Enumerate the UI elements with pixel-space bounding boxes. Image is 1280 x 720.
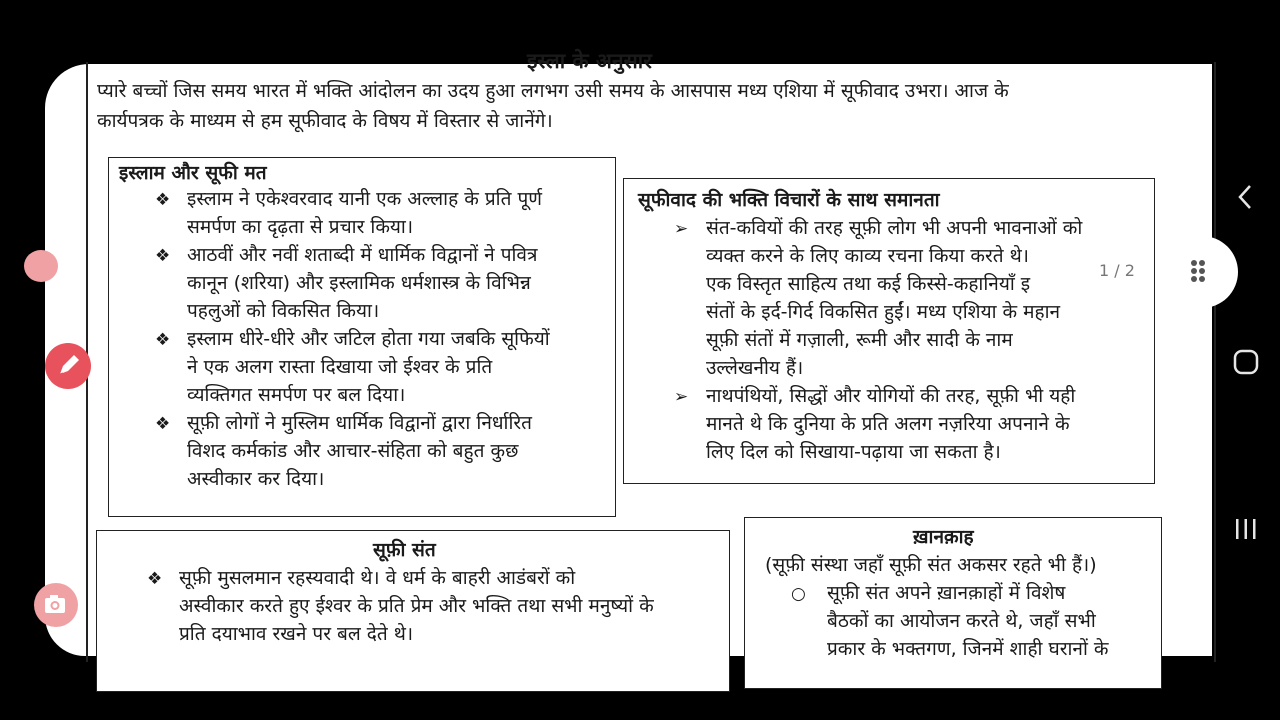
- box1-item1-line2: समर्पण का दृढ़ता से प्रचार किया।: [187, 216, 414, 238]
- nav-back-icon: [1232, 182, 1260, 212]
- box3-heading: सूफ़ी संत: [373, 539, 436, 561]
- bullet-arrow-icon: ➢: [674, 219, 689, 239]
- bullet-diamond-icon: ❖: [147, 569, 163, 589]
- box3-item1-line2: अस्वीकार करते हुए ईश्वर के प्रति प्रेम और भक्ति तथा सभी मनुष्यों के: [179, 595, 654, 617]
- page-title-partial: इस्ला के अनुसार: [527, 49, 652, 73]
- box3-item1-line1: सूफ़ी मुसलमान रहस्यवादी थे। वे धर्म के बाहरी आडंबरों को: [179, 567, 576, 589]
- pencil-icon: [45, 343, 91, 389]
- bullet-diamond-icon: ❖: [155, 414, 171, 434]
- box2-item1-line2: व्यक्त करने के लिए काव्य रचना किया करते थे।: [706, 245, 1029, 267]
- box1-item2-line1: आठवीं और नवीं शताब्दी में धार्मिक विद्वानों ने पवित्र: [187, 244, 538, 266]
- box1-item3-line3: व्यक्तिगत समर्पण पर बल दिया।: [187, 384, 406, 406]
- side-tab-handle[interactable]: [24, 250, 58, 282]
- box2-heading: सूफीवाद की भक्ति विचारों के साथ समानता: [638, 189, 940, 211]
- box-khanqah: [744, 517, 1162, 689]
- box-sufi-saints: [96, 530, 730, 692]
- box2-item1-line3: एक विस्तृत साहित्य तथा कई किस्से-कहानियाँ इ: [706, 273, 1031, 295]
- nav-back-button[interactable]: [1232, 182, 1260, 212]
- box2-item2-line2: मानते थे कि दुनिया के प्रति अलग नज़रिया अपनाने के: [706, 413, 1070, 435]
- box2-item1-line6: उल्लेखनीय हैं।: [706, 357, 804, 379]
- nav-recents-icon: [1232, 515, 1260, 543]
- nav-home-icon: [1232, 348, 1260, 376]
- page-indicator: 1 / 2: [1080, 254, 1154, 288]
- box1-item3-line2: ने एक अलग रास्ता दिखाया जो ईश्वर के प्रति: [187, 356, 493, 378]
- box2-item2-line1: नाथपंथियों, सिद्धों और योगियों की तरह, सूफ़ी भी यही: [706, 385, 1076, 407]
- intro-line-2: कार्यपत्रक के माध्यम से हम सूफीवाद के विषय में विस्तार से जानेंगे।: [97, 110, 553, 132]
- box1-item4-line1: सूफ़ी लोगों ने मुस्लिम धार्मिक विद्वानों द्वारा निर्धारित: [187, 412, 532, 434]
- camera-icon: [34, 583, 78, 627]
- box2-item1-line4: संतों के इर्द-गिर्द विकसित हुईं। मध्य एशिया के महान: [706, 301, 1061, 323]
- document-page[interactable]: [45, 49, 1212, 660]
- box1-item4-line3: अस्वीकार कर दिया।: [187, 468, 325, 490]
- box2-item1-line5: सूफ़ी संतों में गज़ाली, रूमी और सादी के नाम: [706, 329, 1013, 351]
- box3-item1-line3: प्रति दयाभाव रखने पर बल देते थे।: [179, 623, 414, 645]
- box2-item2-line3: लिए दिल को सिखाया-पढ़ाया जा सकता है।: [706, 441, 1001, 463]
- bullet-circle-icon: ○: [791, 584, 806, 604]
- box1-item1-line1: इस्लाम ने एकेश्वरवाद यानी एक अल्लाह के प्रति पूर्ण: [187, 188, 542, 210]
- grid-dots-icon: [1166, 236, 1238, 308]
- box4-item1-line1: सूफ़ी संत अपने ख़ानक़ाहों में विशेष: [827, 582, 1066, 604]
- intro-line-1: प्यारे बच्चों जिस समय भारत में भक्ति आंदोलन का उदय हुआ लगभग उसी समय के आसपास मध्य एशिया में सूफीवाद उभरा। आज के: [97, 80, 1009, 102]
- box1-item4-line2: विशद कर्मकांड और आचार-संहिता को बहुत कुछ: [187, 440, 519, 462]
- edit-button[interactable]: [45, 343, 91, 389]
- box1-item3-line1: इस्लाम धीरे-धीरे और जटिल होता गया जबकि सूफियों: [187, 328, 550, 350]
- box1-item2-line2: कानून (शरिया) और इस्लामिक धर्मशास्त्र के विभिन्न: [187, 272, 531, 294]
- bullet-diamond-icon: ❖: [155, 330, 171, 350]
- apps-grid-button[interactable]: [1166, 236, 1238, 308]
- box4-subheading: (सूफ़ी संस्था जहाँ सूफ़ी संत अकसर रहते भी हैं।): [765, 554, 1097, 576]
- bullet-diamond-icon: ❖: [155, 190, 171, 210]
- box1-heading: इस्लाम और सूफी मत: [119, 162, 267, 184]
- nav-recents-button[interactable]: [1232, 515, 1260, 543]
- bullet-diamond-icon: ❖: [155, 246, 171, 266]
- box-islam-and-sufi: [108, 157, 616, 517]
- bullet-arrow-icon: ➢: [674, 387, 689, 407]
- box4-heading: ख़ानक़ाह: [913, 526, 974, 548]
- box4-item1-line2: बैठकों का आयोजन करते थे, जहाँ सभी: [827, 610, 1096, 632]
- screenshot-button[interactable]: [34, 583, 78, 627]
- box4-item1-line3: प्रकार के भक्तगण, जिनमें शाही घरानों के: [827, 638, 1109, 660]
- nav-home-button[interactable]: [1232, 348, 1260, 376]
- box2-item1-line1: संत-कवियों की तरह सूफ़ी लोग भी अपनी भावनाओं को: [706, 217, 1083, 239]
- box-sufi-bhakti-similarity: [623, 178, 1155, 484]
- box1-item2-line3: पहलुओं को विकसित किया।: [187, 300, 380, 322]
